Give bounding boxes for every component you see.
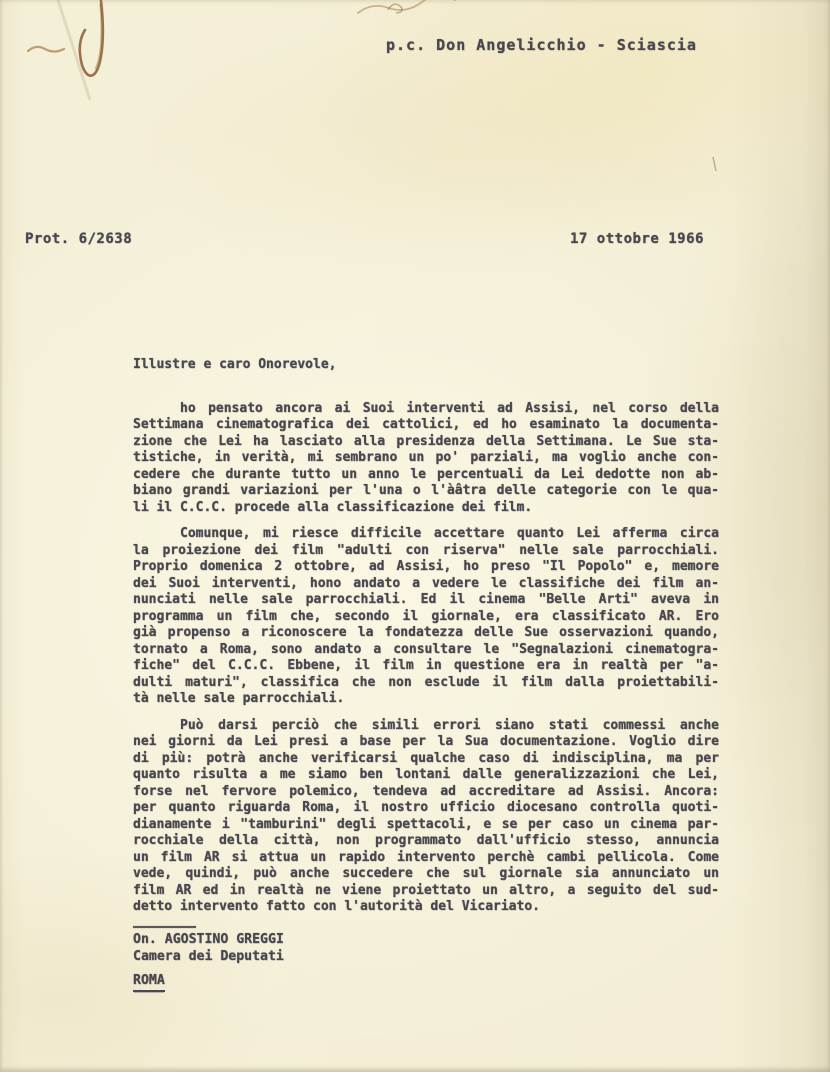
body-line: vede, quindi, può anche succedere che sul giornale sia annunciato un bbox=[133, 866, 719, 881]
body-line: li il C.C.C. procede alla classificazione dei film. bbox=[133, 499, 533, 515]
letter-date: 17 ottobre 1966 bbox=[570, 231, 704, 247]
body-line: nei giorni da Lei presi a base per la Sua documentazione. Voglio dire bbox=[133, 734, 719, 749]
carbon-copy-line: p.c. Don Angelicchio - Sciascia bbox=[386, 36, 697, 54]
body-line: già propenso a riconoscere la fondatezza delle Sue osservazioni quando, bbox=[133, 625, 719, 640]
body-line: Settimana cinematografica dei cattolici, ed ho esaminato la documenta- bbox=[133, 417, 719, 432]
body-line: programma un film che, secondo il giornale, era classificato AR. Ero bbox=[133, 608, 719, 624]
body-line: per quanto riguarda Roma, il nostro ufficio diocesano controlla quoti- bbox=[133, 800, 719, 815]
body-line: fiche" del C.C.C. Ebbene, il film in questione era in realtà per "a- bbox=[133, 658, 719, 673]
body-line: Può darsi perciò che simili errori siano stati commessi anche bbox=[180, 717, 719, 733]
paragraph-1 bbox=[133, 401, 719, 517]
body-line: tistiche, in verità, mi sembrano un po' parziali, ma voglio anche con- bbox=[133, 450, 719, 465]
body-line: tà nelle sale parrocchiali. bbox=[133, 691, 345, 706]
body-line: di più: potrà anche verificarsi qualche caso di indisciplina, ma per bbox=[133, 750, 719, 766]
paperclip-mark-shadow bbox=[95, 4, 101, 69]
body-line: dei Suoi interventi, hono andato a vedere le classifiche dei film an- bbox=[133, 575, 719, 591]
handwriting-loop-mark bbox=[388, 4, 402, 13]
body-line: forse nel fervore polemico, tendeva ad accreditare ad Assisi. Ancora: bbox=[133, 783, 719, 799]
body-line: zione che Lei ha lasciato alla presidenza della Settimana. Le Sue sta- bbox=[133, 433, 719, 449]
recipient-org: Camera dei Deputati bbox=[133, 948, 284, 964]
body-line: dianamente i "tamburini" degli spettacoli, e se per caso un cinema par- bbox=[133, 816, 719, 832]
handwriting-mark bbox=[358, 0, 455, 13]
paperclip-mark bbox=[80, 1, 103, 76]
body-line: la proiezione dei film "adulti con riserva" nelle sale parrocchiali. bbox=[133, 542, 719, 558]
body-line: nunciati nelle sale parrocchiali. Ed il cinema "Belle Arti" aveva in bbox=[133, 592, 719, 607]
body-line: Proprio domenica 2 ottobre, ad Assisi, ho preso "Il Popolo" e, memore bbox=[133, 559, 719, 574]
body-line: quanto risulta a me siamo ben lontani dalle generalizzazioni che Lei, bbox=[133, 767, 719, 782]
body-line: tornato a Roma, sono andato a consultare le "Segnalazioni cinematogra- bbox=[133, 641, 719, 657]
recipient-city: ROMA bbox=[133, 972, 165, 992]
overline-mark bbox=[133, 926, 196, 928]
letter-body bbox=[133, 357, 719, 992]
body-line: dulti maturi", classifica che non esclude il film dalla proiettabili- bbox=[133, 674, 719, 690]
paragraph-2 bbox=[133, 526, 719, 708]
body-line: ho pensato ancora ai Suoi interventi ad Assisi, nel corso della bbox=[180, 400, 719, 416]
protocol-number: Prot. 6/2638 bbox=[25, 231, 133, 247]
paragraph-3 bbox=[133, 718, 719, 916]
body-line: Comunque, mi riesce difficile accettare quanto Lei afferma circa bbox=[180, 526, 719, 541]
body-line: film AR ed in realtà ne viene proiettato un altro, a seguito del sud- bbox=[133, 882, 719, 898]
body-line: biano grandi variazioni per l'una o l'àâtra delle categorie con le qua- bbox=[133, 483, 719, 498]
body-line: un film AR si attua un rapido intervento perchè cambi pellicola. Come bbox=[133, 849, 719, 865]
fold-tick-mark bbox=[713, 157, 716, 171]
crease-mark bbox=[58, 0, 90, 100]
salutation: Illustre e caro Onorevole, bbox=[133, 357, 337, 372]
pen-squiggle-mark bbox=[28, 47, 64, 52]
recipient-block bbox=[133, 926, 719, 992]
body-line: rocchiale della città, non programmato dall'ufficio stesso, annuncia bbox=[133, 833, 719, 848]
body-line: detto intervento fatto con l'autorità del Vicariato. bbox=[133, 899, 540, 914]
recipient-name: On. AGOSTINO GREGGI bbox=[133, 931, 284, 947]
body-line: cedere che durante tutto un anno le percentuali da Lei dedotte non ab- bbox=[133, 466, 719, 482]
